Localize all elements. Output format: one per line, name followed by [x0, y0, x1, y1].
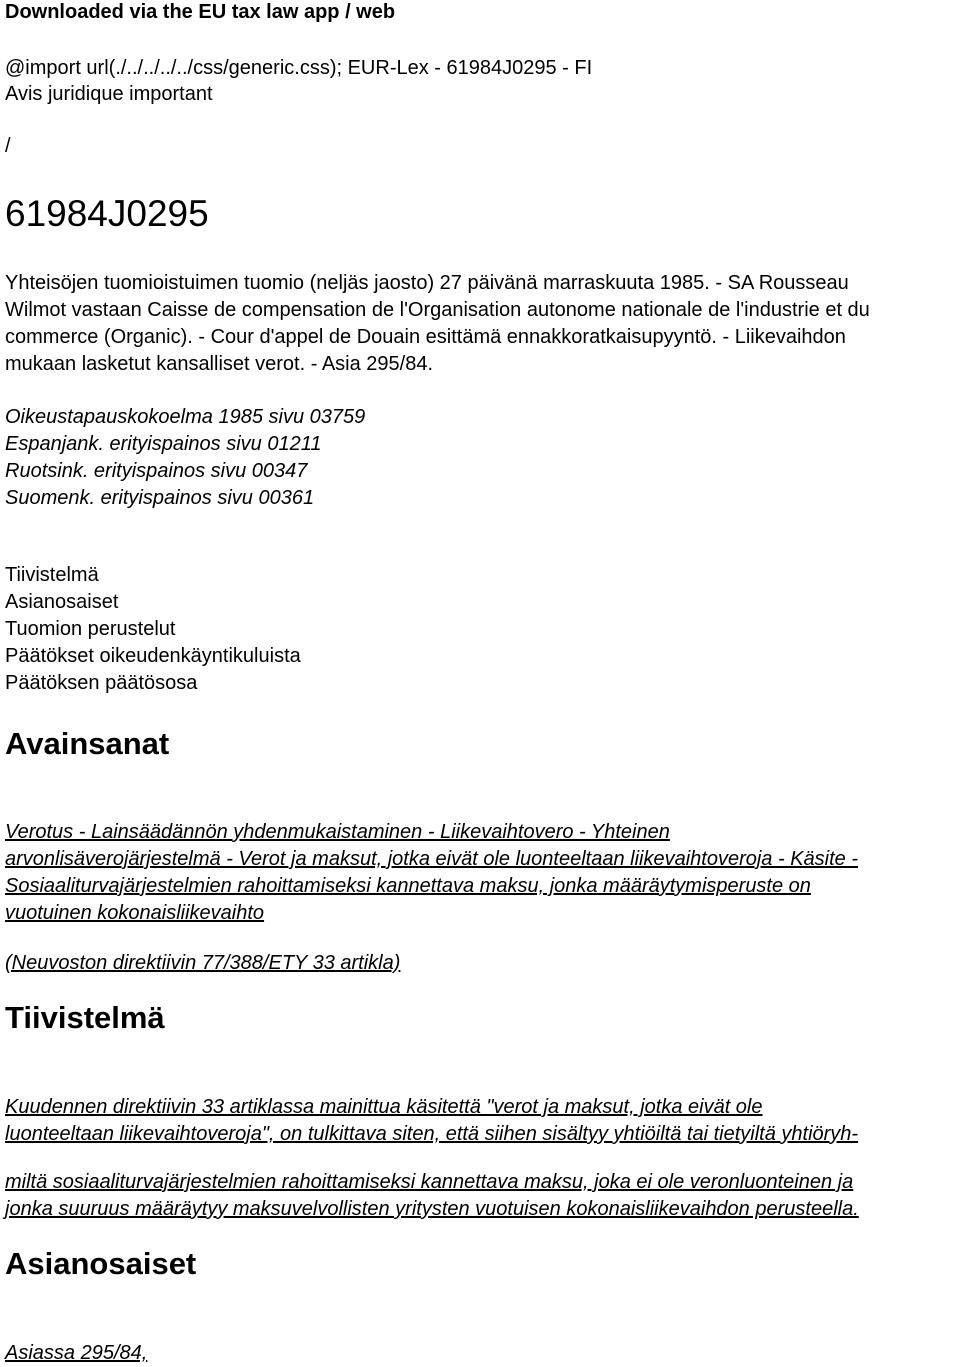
toc-link-summary[interactable]: Tiivistelmä	[5, 564, 99, 586]
keywords-line: Sosiaaliturvajärjestelmien rahoittamiseksi kannettava maksu, jonka määräytymisperuste on	[5, 875, 811, 897]
import-line: @import url(./../../../../css/generic.css); EUR-Lex - 61984J0295 - FI	[5, 57, 593, 79]
document-number: 61984J0295	[5, 193, 209, 234]
reference-line: Ruotsink. erityispainos sivu 00347	[5, 460, 308, 482]
downloaded-notice: Downloaded via the EU tax law app / web	[5, 1, 396, 23]
toc-link-operative-part[interactable]: Päätöksen päätösosa	[5, 672, 198, 694]
keywords-heading: Avainsanat	[5, 726, 170, 761]
table-of-contents	[5, 562, 301, 697]
summary-text-part1	[5, 1094, 858, 1148]
reference-line: Suomenk. erityispainos sivu 00361	[5, 487, 315, 509]
toc-link-grounds[interactable]: Tuomion perustelut	[5, 618, 176, 640]
title-line: commerce (Organic). - Cour d'appel de Douain esittämä ennakkoratkaisupyyntö. - Liikevaihdon	[5, 326, 846, 348]
title-line: mukaan lasketut kansalliset verot. - Asia 295/84.	[5, 353, 434, 375]
keywords-text	[5, 819, 858, 927]
title-line: Wilmot vastaan Caisse de compensation de l'Organisation autonome nationale de l'industrie et du	[5, 299, 870, 321]
toc-link-costs[interactable]: Päätökset oikeudenkäyntikuluista	[5, 645, 301, 667]
keywords-line: vuotuinen kokonaisliikevaihto	[5, 902, 265, 924]
summary-heading: Tiivistelmä	[5, 1000, 165, 1035]
summary-line: jonka suuruus määräytyy maksuvelvollisten yritysten vuotuisen kokonaisliikevaihdon perusteella.	[5, 1198, 859, 1220]
parties-heading: Asianosaiset	[5, 1246, 197, 1281]
title-line: Yhteisöjen tuomioistuimen tuomio (neljäs jaosto) 27 päivänä marraskuuta 1985. - SA Rousseau	[5, 272, 849, 294]
references	[5, 404, 365, 512]
reference-line: Oikeustapauskokoelma 1985 sivu 03759	[5, 406, 366, 428]
keywords-line: Verotus - Lainsäädännön yhdenmukaistaminen - Liikevaihtovero - Yhteinen	[5, 821, 670, 843]
toc-link-parties[interactable]: Asianosaiset	[5, 591, 119, 613]
separator-slash: /	[5, 135, 11, 157]
summary-text-part2	[5, 1169, 859, 1223]
summary-line: miltä sosiaaliturvajärjestelmien rahoittamiseksi kannettava maksu, joka ei ole veronluonteinen ja	[5, 1171, 854, 1193]
document-title	[5, 270, 870, 378]
reference-line: Espanjank. erityispainos sivu 01211	[5, 433, 322, 455]
summary-line: Kuudennen direktiivin 33 artiklassa mainittua käsitettä "verot ja maksut, jotka eivät ole	[5, 1096, 763, 1118]
legal-notice-link[interactable]: Avis juridique important	[5, 83, 213, 105]
case-line: Asiassa 295/84,	[5, 1342, 148, 1364]
summary-line: luonteeltaan liikevaihtoveroja", on tulkittava siten, että siihen sisältyy yhtiöiltä tai tietyiltä yhtiöryh-	[5, 1123, 859, 1145]
keywords-reference: (Neuvoston direktiivin 77/388/ETY 33 artikla)	[5, 952, 401, 974]
keywords-line: arvonlisäverojärjestelmä - Verot ja maksut, jotka eivät ole luonteeltaan liikevaihtoveroja - Käsite -	[5, 848, 858, 870]
